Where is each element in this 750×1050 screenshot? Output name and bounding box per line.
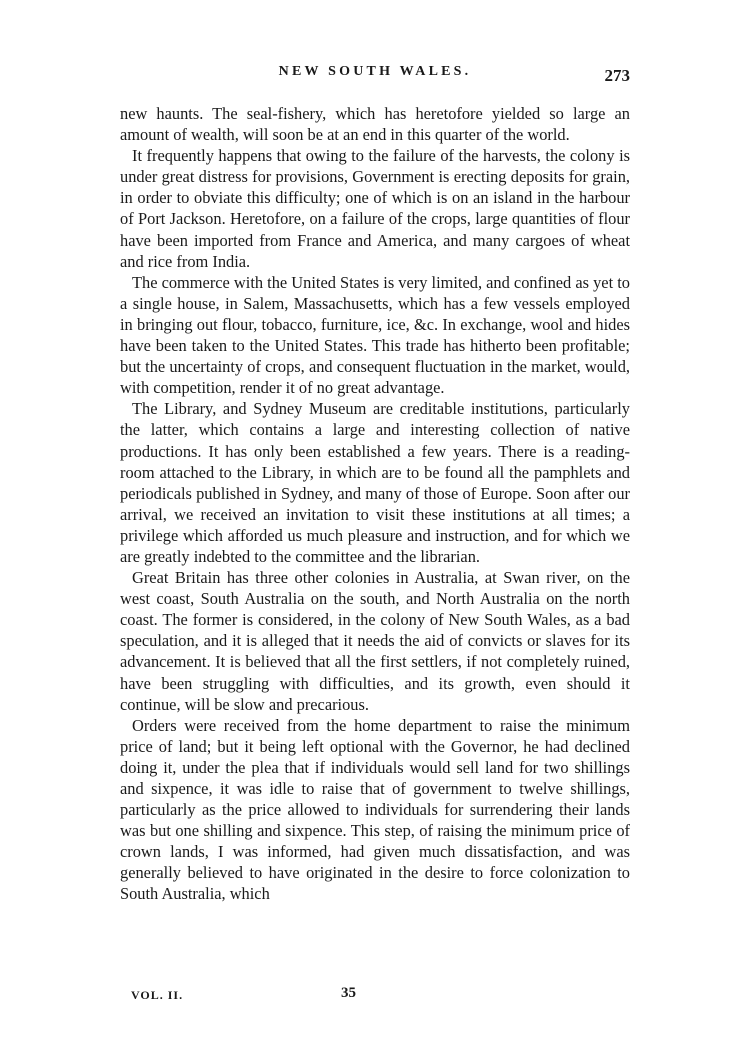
paragraph-continuation: new haunts. The seal-fishery, which has heretofore yielded so large an amount of wealth, will soon be at an end in this quarter of the world.: [120, 104, 630, 145]
paragraph-land-price: Orders were received from the home department to raise the minimum price of land; but it being left optional with the Governor, he had declined doing it, under the plea that if individuals would sell land for two shillings and sixpence, it was idle to raise that of government to twelve shillings, particularly as the price allowed to individuals for surrendering their lands was but one shilling and sixpence. This step, of raising the minimum price of crown lands, I was informed, had given much dissatisfaction, and was generally believed to have originated in the desire to force colonization to South Australia, which: [120, 715, 630, 904]
body-text: [120, 103, 630, 905]
page-footer: [131, 985, 431, 1012]
running-title: NEW SOUTH WALES.: [278, 64, 472, 79]
volume-label: VOL. II.: [131, 988, 184, 1002]
signature-mark: 35: [341, 985, 356, 1001]
page-number: 273: [604, 66, 630, 85]
running-head: [120, 62, 630, 86]
paragraph-harvests: It frequently happens that owing to the failure of the harvests, the colony is under great distress for provisions, Government is erecting deposits for grain, in order to obviate this difficulty; one of which is on an island in the harbour of Port Jackson. Heretofore, on a failure of the crops, large quantities of flour have been imported from France and America, and many cargoes of wheat and rice from India.: [120, 146, 630, 271]
paragraph-commerce: The commerce with the United States is very limited, and confined as yet to a single house, in Salem, Massachusetts, which has a few vessels employed in bringing out flour, tobacco, furniture, ice, &c. In exchange, wool and hides have been taken to the United States. This trade has hitherto been profitable; but the uncertainty of crops, and consequent fluctuation in the market, would, with competition, render it of no great advantage.: [120, 272, 630, 398]
paragraph-colonies: Great Britain has three other colonies in Australia, at Swan river, on the west coast, South Australia on the south, and North Australia on the north coast. The former is considered, in the colony of New South Wales, as a bad speculation, and it is alleged that it needs the aid of convicts or slaves for its advancement. It is believed that all the first settlers, if not completely ruined, have been struggling with difficulties, and its growth, even should it continue, will be slow and precarious.: [120, 568, 630, 714]
paragraph-library: The Library, and Sydney Museum are creditable institutions, particularly the latter, which contains a large and interesting collection of native productions. It has only been established a few years. There is a reading-room attached to the Library, in which are to be found all the pamphlets and periodicals published in Sydney, and many of those of Europe. Soon after our arrival, we received an invitation to visit these institutions at all times; a privilege which afforded us much pleasure and instruction, and for which we are greatly indebted to the committee and the librarian.: [120, 399, 630, 566]
